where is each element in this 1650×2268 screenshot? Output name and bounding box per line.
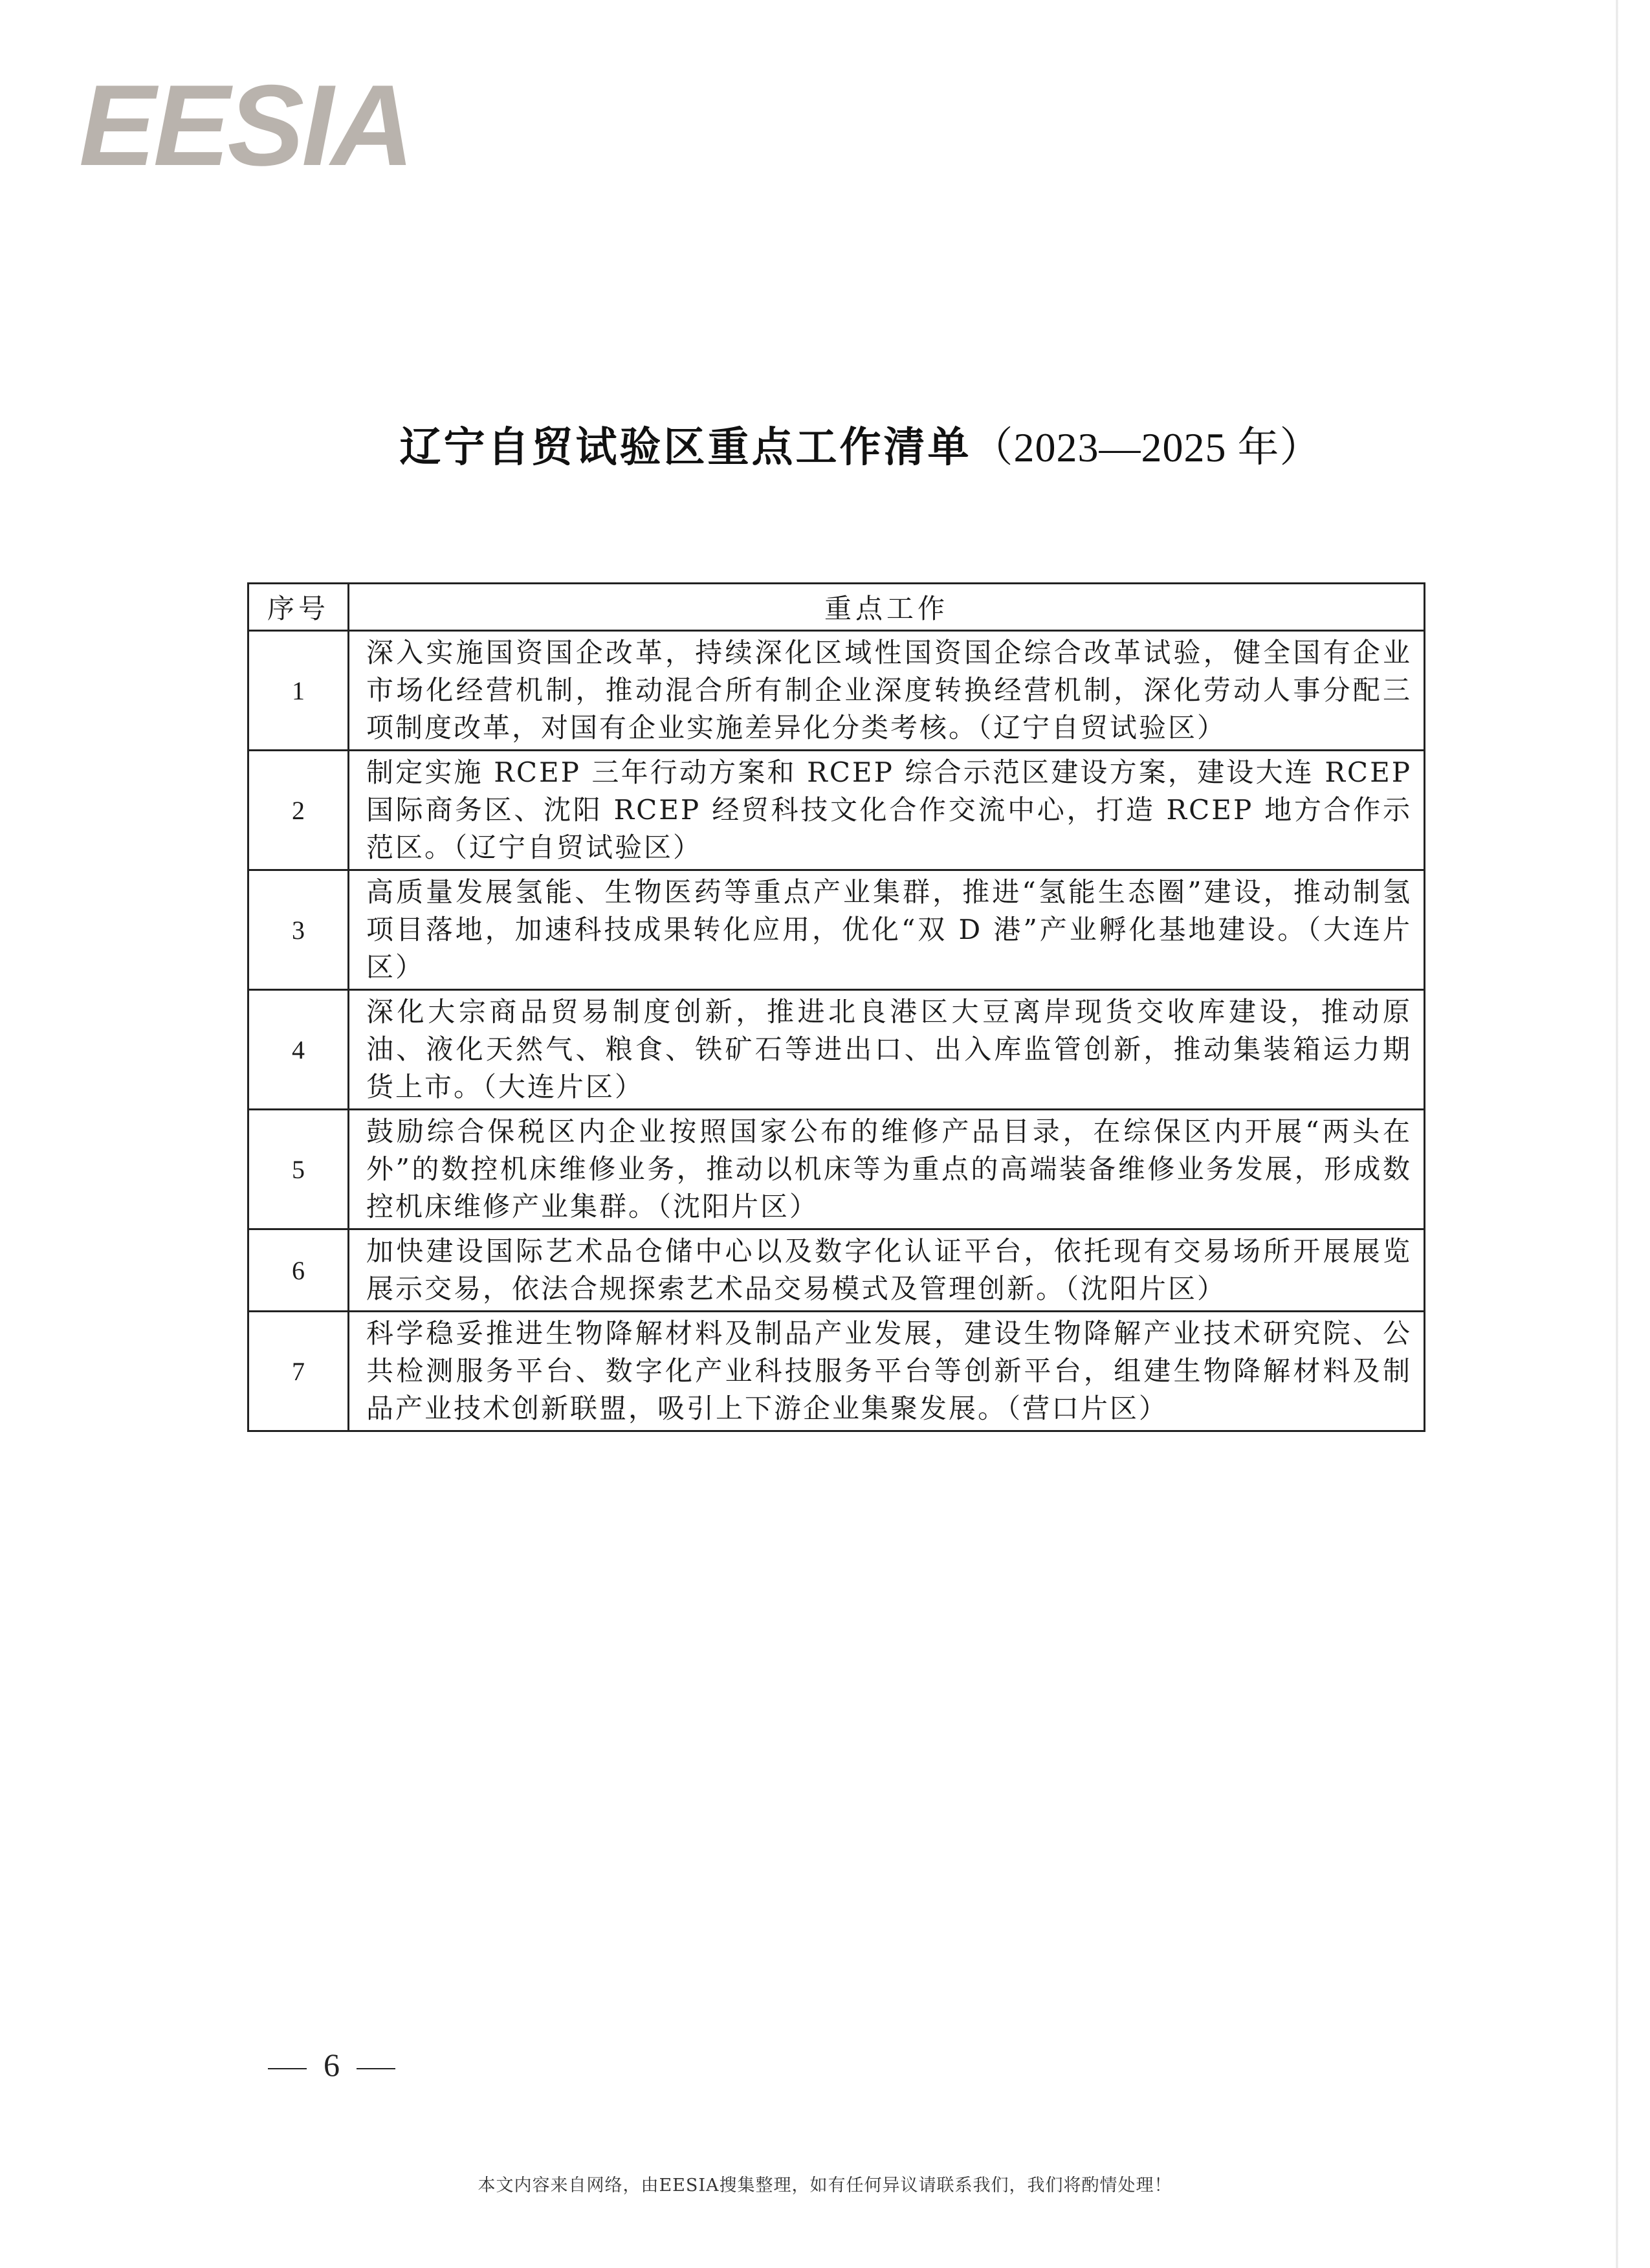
table-header-row [248,584,1425,631]
header-key-work: 重点工作 [349,584,1425,631]
row-number: 6 [248,1229,349,1312]
key-work-table [247,582,1425,1432]
row-text: 深入实施国资国企改革，持续深化区域性国资国企综合改革试验，健全国有企业市场化经营机制，推动混合所有制企业深度转换经营机制，深化劳动人事分配三项制度改革，对国有企业实施差异化分类考核。（辽宁自贸试验区） [349,631,1425,751]
page-number-value: 6 [324,2047,340,2083]
table-row [248,1229,1425,1312]
table-row [248,751,1425,870]
row-number: 7 [248,1312,349,1431]
document-title-years: （2023—2025 年） [971,424,1322,470]
scan-edge [1616,0,1618,2268]
row-text: 加快建设国际艺术品仓储中心以及数字化认证平台，依托现有交易场所开展展览展示交易，依法合规探索艺术品交易模式及管理创新。（沈阳片区） [349,1229,1425,1312]
document-title-main: 辽宁自贸试验区重点工作清单 [399,423,972,472]
footer-disclaimer: 本文内容来自网络，由EESIA搜集整理，如有任何异议请联系我们，我们将酌情处理！ [478,2175,1172,2196]
page-number [251,2046,412,2084]
table-row [248,1312,1425,1431]
row-text: 制定实施 RCEP 三年行动方案和 RCEP 综合示范区建设方案，建设大连 RCEP 国际商务区、沈阳 RCEP 经贸科技文化合作交流中心，打造 RCEP 地方合作示范区。（辽宁自贸试验区） [349,751,1425,870]
svg-text:EESIA: EESIA [79,68,412,181]
dash-right [357,2068,395,2069]
row-number: 3 [248,870,349,990]
table-row [248,1110,1425,1229]
header-number: 序号 [248,584,349,631]
table-row [248,870,1425,990]
row-text: 深化大宗商品贸易制度创新，推进北良港区大豆离岸现货交收库建设，推动原油、液化天然气、粮食、铁矿石等进出口、出入库监管创新，推动集装箱运力期货上市。（大连片区） [349,990,1425,1110]
dash-left [268,2068,307,2069]
row-number: 4 [248,990,349,1110]
row-text: 科学稳妥推进生物降解材料及制品产业发展，建设生物降解产业技术研究院、公共检测服务平台、数字化产业科技服务平台等创新平台，组建生物降解材料及制品产业技术创新联盟，吸引上下游企业集聚发展。（营口片区） [349,1312,1425,1431]
document-title [246,414,1475,474]
row-number: 5 [248,1110,349,1229]
eesia-logo [76,68,413,181]
table-row [248,631,1425,751]
row-text: 鼓励综合保税区内企业按照国家公布的维修产品目录，在综保区内开展“两头在外”的数控机床维修业务，推动以机床等为重点的高端装备维修业务发展，形成数控机床维修产业集群。（沈阳片区） [349,1110,1425,1229]
table-row [248,990,1425,1110]
row-text: 高质量发展氢能、生物医药等重点产业集群，推进“氢能生态圈”建设，推动制氢项目落地，加速科技成果转化应用，优化“双 D 港”产业孵化基地建设。（大连片区） [349,870,1425,990]
row-number: 2 [248,751,349,870]
row-number: 1 [248,631,349,751]
